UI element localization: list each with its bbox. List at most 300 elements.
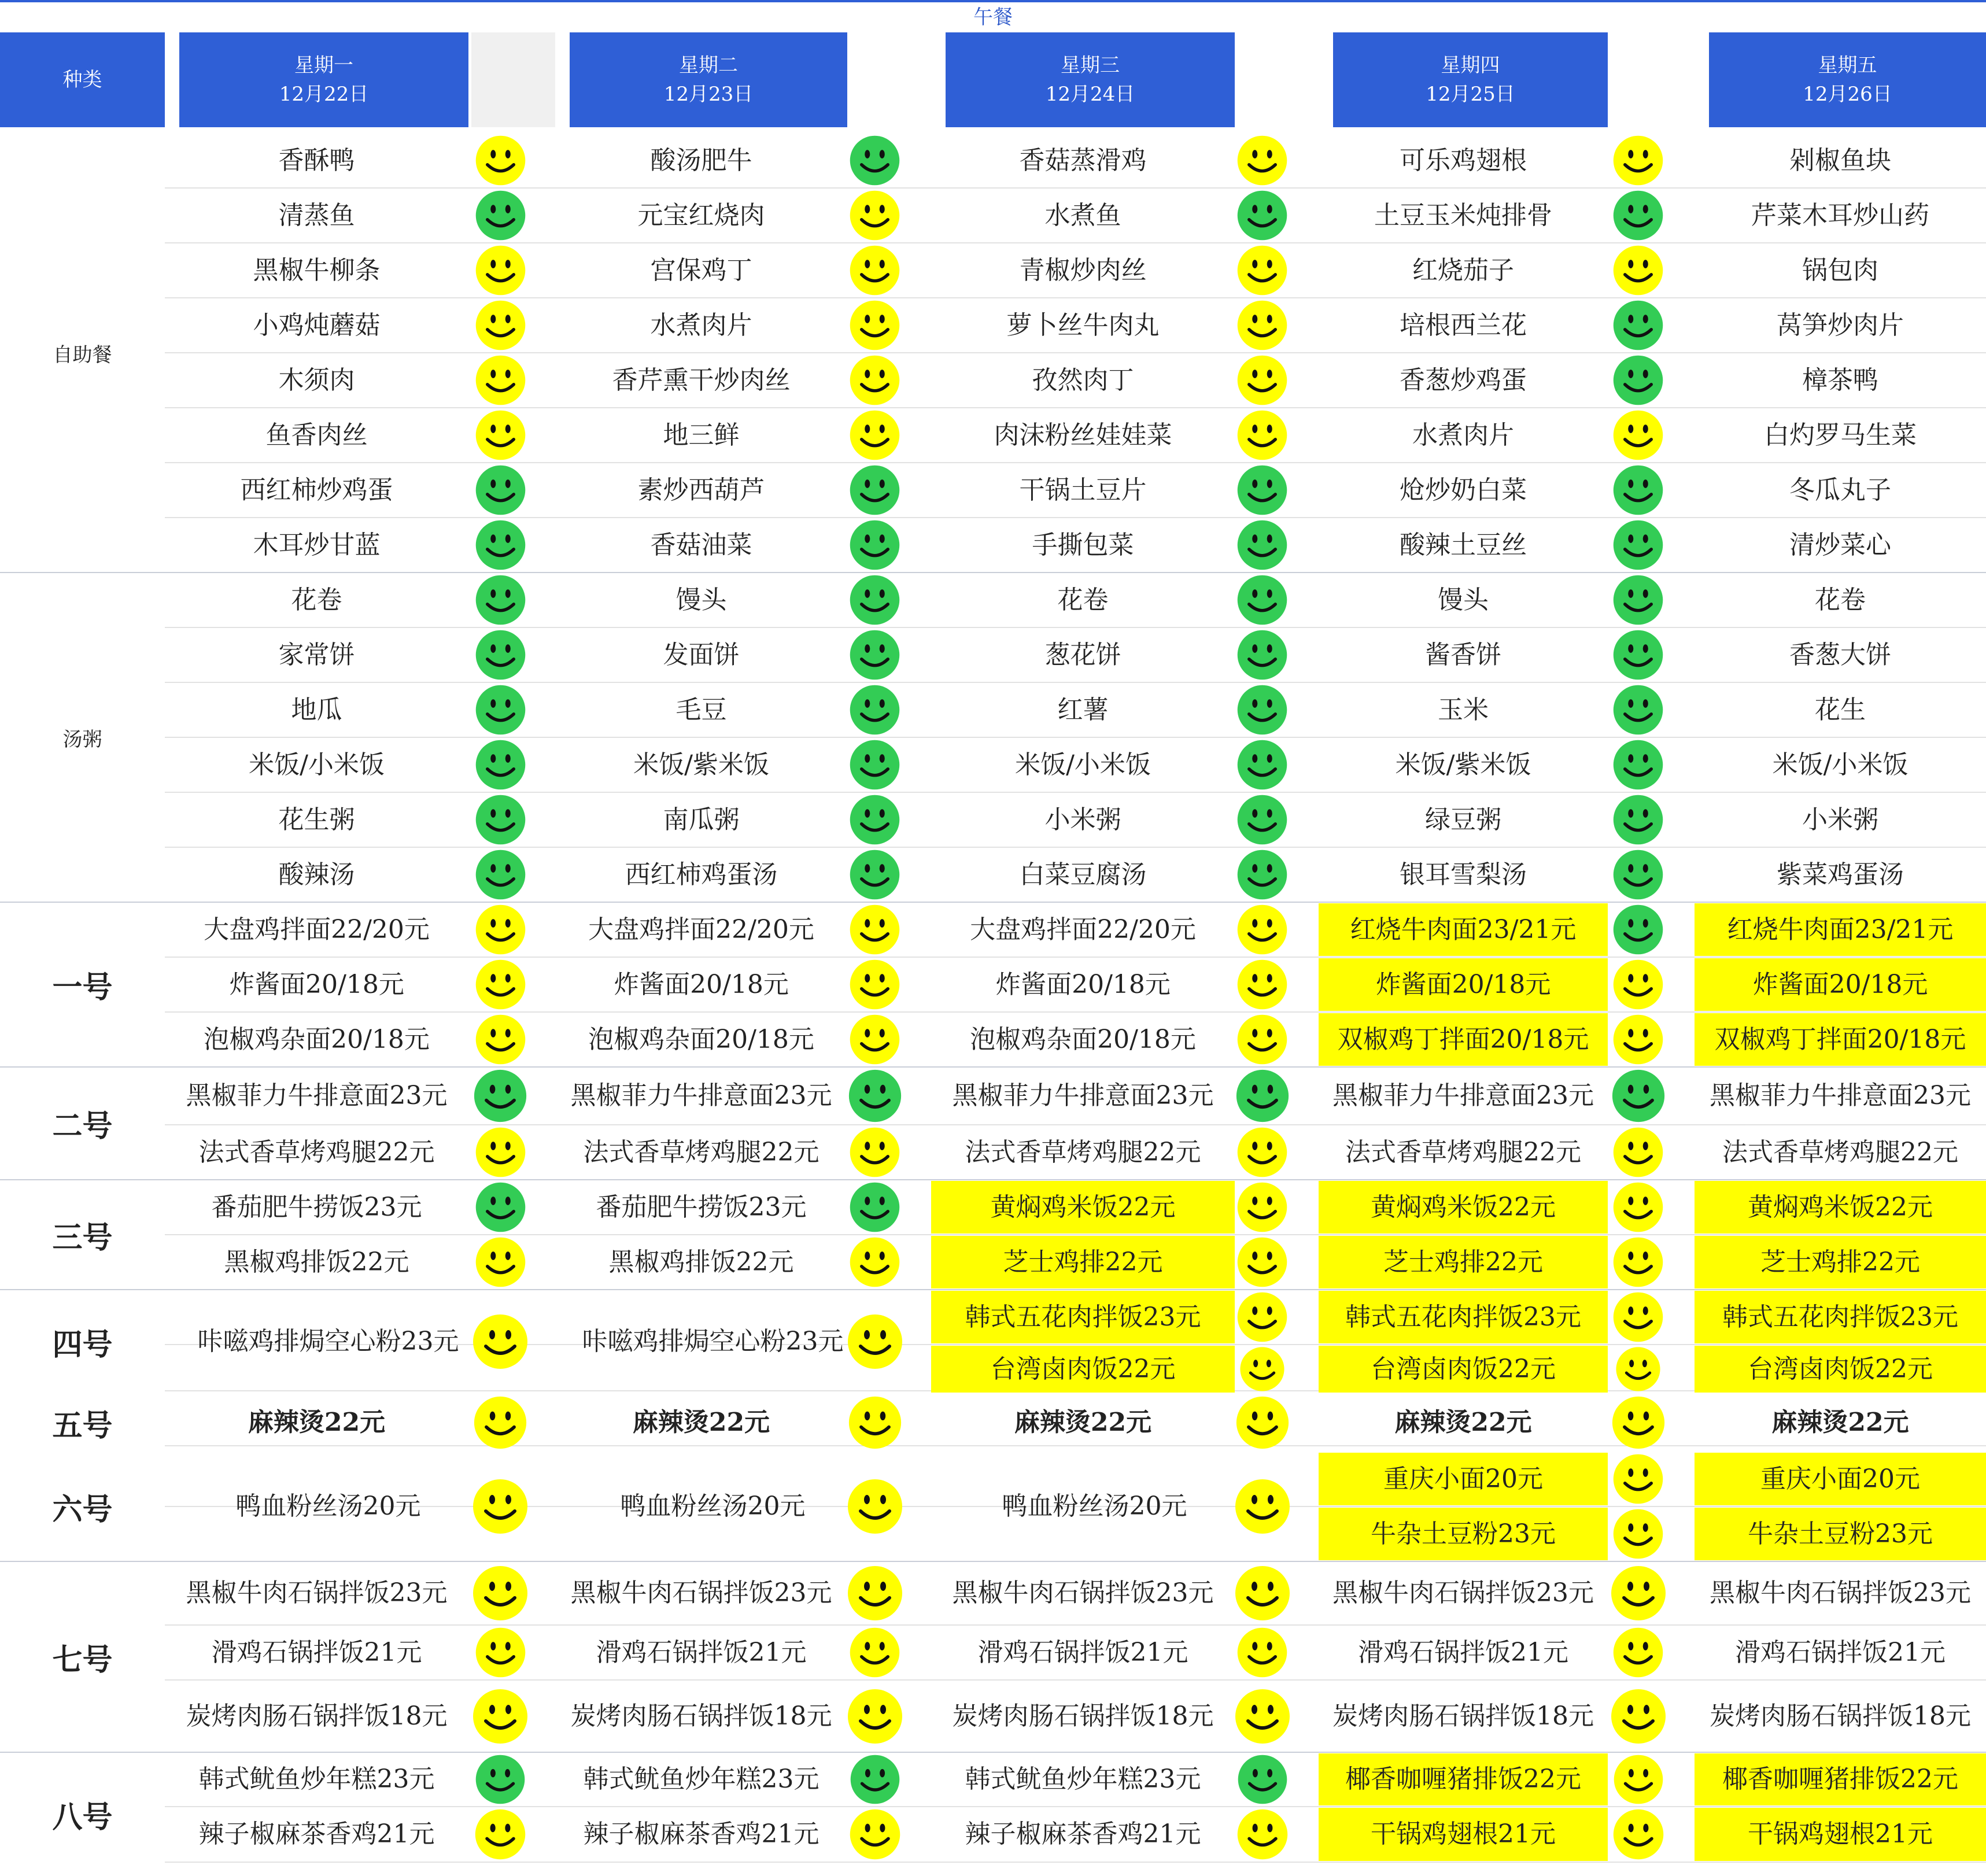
smiley-shape (848, 1626, 901, 1679)
smiley-shape (1252, 1495, 1257, 1504)
smiley-shape (1614, 466, 1663, 515)
smiley-shape (1612, 409, 1664, 461)
yellow-smiley-icon (1236, 409, 1289, 461)
dish-cell: 番茄肥牛捞饭23元 (596, 1192, 807, 1222)
smiley-shape (1234, 1687, 1291, 1745)
day-date: 12月22日 (279, 83, 369, 106)
green-smiley-icon (848, 519, 901, 571)
smiley-shape (1614, 520, 1663, 570)
smiley-shape (490, 150, 496, 158)
smiley-shape (880, 754, 885, 763)
smiley-shape (880, 1582, 886, 1591)
dish-cell: 香菇蒸滑鸡 (1019, 145, 1147, 175)
green-smiley-icon (1612, 464, 1664, 516)
smiley-shape (1614, 685, 1663, 735)
smiley-shape (1252, 150, 1257, 158)
category-label: 自助餐 (53, 343, 112, 367)
day-name: 星期五 (1818, 54, 1877, 77)
smiley-shape (864, 1412, 870, 1420)
dish-cell: 素炒西葫芦 (637, 475, 765, 505)
green-smiley-icon (848, 464, 901, 516)
smiley-shape (1643, 754, 1648, 763)
dish-cell: 肉沫粉丝娃娃菜 (994, 420, 1172, 450)
smiley-shape (1611, 1566, 1666, 1620)
yellow-smiley-icon (848, 1126, 901, 1179)
smiley-shape (1267, 370, 1272, 378)
smiley-shape (1627, 1085, 1633, 1094)
dish-cell: 水煮肉片 (650, 310, 752, 340)
dish-cell: 黑椒鸡排饭22元 (224, 1247, 409, 1277)
smiley-shape (848, 1013, 901, 1066)
smiley-shape (490, 1142, 496, 1150)
dish-cell: 木须肉 (278, 365, 355, 395)
green-smiley-icon (849, 1753, 901, 1805)
day-header (570, 32, 847, 127)
smiley-shape (848, 684, 901, 736)
smiley-shape (1238, 1755, 1287, 1804)
smiley-shape (880, 370, 885, 378)
dish-cell: 红烧牛肉面23/21元 (1695, 903, 1986, 956)
day-name: 星期一 (294, 54, 353, 77)
smiley-shape (474, 464, 527, 516)
dish-cell: 米饭/小米饭 (1772, 749, 1909, 780)
smiley-shape (1643, 205, 1648, 213)
smiley-shape (1268, 1705, 1273, 1714)
smiley-shape (474, 299, 527, 352)
green-smiley-icon (1612, 629, 1664, 681)
smiley-shape (1267, 205, 1272, 213)
smiley-shape (1643, 864, 1648, 873)
smiley-shape (1628, 1523, 1633, 1532)
dish-cell: 麻辣烫22元 (1394, 1408, 1532, 1437)
category-label: 五号 (52, 1408, 113, 1443)
dish-cell: 小米粥 (1044, 804, 1121, 834)
green-smiley-icon (474, 848, 527, 901)
dish-cell: 土豆玉米炖排骨 (1374, 200, 1552, 230)
dish-cell: 米饭/紫米饭 (633, 749, 769, 780)
smiley-shape (1252, 1769, 1257, 1777)
dish-cell: 黑椒菲力牛排意面23元 (1710, 1081, 1971, 1110)
smiley-shape (475, 685, 525, 735)
smiley-shape (880, 534, 885, 543)
dish-cell: 炭烤肉肠石锅拌饭18元 (1332, 1701, 1594, 1731)
smiley-shape (1236, 574, 1289, 626)
smiley-shape (471, 1687, 529, 1745)
category-label: 三号 (52, 1220, 113, 1255)
smiley-shape (880, 260, 885, 268)
smiley-shape (474, 1626, 527, 1679)
smiley-shape (1614, 136, 1663, 186)
smiley-shape (1236, 1070, 1288, 1122)
smiley-shape (1236, 1753, 1289, 1805)
smiley-shape (1642, 1360, 1647, 1367)
smiley-shape (475, 356, 525, 405)
smiley-shape (847, 1068, 903, 1124)
smiley-shape (848, 793, 901, 846)
smiley-shape (850, 575, 900, 625)
dish-cell: 西红柿鸡蛋汤 (625, 859, 778, 889)
smiley-shape (849, 1753, 901, 1805)
smiley-shape (1643, 1142, 1648, 1150)
green-smiley-icon (474, 684, 527, 736)
smiley-shape (865, 589, 870, 598)
smiley-shape (1252, 1196, 1257, 1205)
smiley-shape (1612, 574, 1664, 626)
smiley-shape (850, 1628, 900, 1678)
dish-cell: 炸酱面20/18元 (614, 969, 789, 999)
smiley-shape (1643, 1196, 1648, 1205)
smiley-shape (474, 189, 527, 242)
smiley-shape (1643, 1523, 1648, 1532)
smiley-shape (505, 754, 510, 763)
smiley-shape (1628, 589, 1633, 598)
dish-cell: 红薯 (1057, 695, 1109, 725)
smiley-shape (1267, 1251, 1272, 1260)
smiley-shape (1252, 1582, 1257, 1591)
row-divider (165, 187, 1986, 189)
dish-cell: 炸酱面20/18元 (995, 969, 1171, 999)
green-smiley-icon (1236, 793, 1289, 846)
yellow-smiley-icon (1612, 958, 1664, 1011)
smiley-shape (474, 574, 527, 626)
dish-cell: 冬瓜丸子 (1789, 475, 1891, 505)
smiley-shape (1267, 1824, 1272, 1833)
smiley-shape (1236, 1808, 1289, 1861)
category-label: 一号 (52, 970, 113, 1005)
smiley-shape (1628, 1306, 1633, 1315)
smiley-shape (865, 315, 870, 323)
smiley-shape (880, 1495, 886, 1504)
dish-cell: 韩式五花肉拌饭23元 (1695, 1291, 1986, 1343)
smiley-shape (850, 411, 900, 460)
category-label: 汤粥 (62, 727, 102, 751)
yellow-smiley-icon (1610, 1687, 1667, 1745)
smiley-shape (1267, 1642, 1272, 1650)
smiley-shape (1614, 1509, 1663, 1559)
category-label: 七号 (52, 1642, 113, 1678)
smiley-shape (505, 1769, 510, 1777)
smiley-shape (850, 630, 900, 680)
dish-cell: 地三鲜 (663, 420, 740, 450)
smiley-shape (1236, 134, 1289, 187)
smiley-shape (1628, 370, 1633, 378)
dish-cell: 香菇油菜 (650, 530, 752, 560)
smiley-shape (1628, 1251, 1633, 1260)
smiley-shape (850, 136, 900, 186)
dish-cell: 米饭/小米饭 (1015, 749, 1151, 780)
dish-cell: 可乐鸡翅根 (1400, 145, 1527, 175)
day-header (946, 32, 1235, 127)
smiley-shape (1627, 1705, 1633, 1714)
row-divider (0, 1179, 1986, 1180)
smiley-shape (1267, 1029, 1272, 1037)
yellow-smiley-icon (1236, 1236, 1289, 1288)
smiley-shape (474, 519, 527, 571)
smiley-shape (1612, 1508, 1664, 1560)
green-smiley-icon (474, 738, 527, 791)
smiley-shape (848, 738, 901, 791)
smiley-shape (865, 424, 870, 433)
smiley-shape (1252, 1824, 1257, 1833)
meal-title: 午餐 (973, 6, 1013, 29)
smiley-shape (490, 479, 496, 488)
green-smiley-icon (1236, 738, 1289, 791)
smiley-shape (1628, 1196, 1633, 1205)
smiley-shape (490, 1251, 496, 1260)
yellow-smiley-icon (1234, 1564, 1291, 1622)
dish-cell: 芝士鸡排22元 (1319, 1236, 1608, 1288)
yellow-smiley-icon (846, 1687, 904, 1745)
dish-cell: 韩式五花肉拌饭23元 (1319, 1291, 1608, 1343)
yellow-smiley-icon (474, 1626, 527, 1679)
green-smiley-icon (1612, 189, 1664, 242)
dish-cell: 韩式鱿鱼炒年糕23元 (198, 1764, 435, 1794)
green-smiley-icon (474, 1181, 527, 1234)
smiley-shape (1252, 1142, 1257, 1150)
row-divider (0, 572, 1986, 573)
smiley-shape (490, 1642, 496, 1650)
green-smiley-icon (1235, 1068, 1290, 1124)
yellow-smiley-icon (847, 1395, 903, 1450)
smiley-shape (1252, 589, 1257, 598)
smiley-shape (1236, 519, 1289, 571)
dish-cell: 手撕包菜 (1032, 530, 1134, 560)
smiley-shape (1614, 1015, 1663, 1065)
dish-cell: 酸辣土豆丝 (1400, 530, 1527, 560)
day-date: 12月24日 (1045, 83, 1135, 106)
dish-cell: 炸酱面20/18元 (1319, 958, 1608, 1011)
green-smiley-icon (1236, 464, 1289, 516)
smiley-shape (490, 260, 496, 268)
smiley-shape (474, 629, 527, 681)
smiley-shape (1252, 754, 1257, 763)
green-smiley-icon (848, 793, 901, 846)
smiley-shape (865, 534, 870, 543)
dish-cell: 炭烤肉肠石锅拌饭18元 (952, 1701, 1214, 1731)
row-divider (0, 1289, 1986, 1290)
smiley-shape (880, 315, 885, 323)
smiley-shape (865, 150, 870, 158)
row-divider (165, 297, 1986, 298)
smiley-shape (1614, 301, 1663, 350)
smiley-shape (880, 809, 885, 818)
smiley-shape (865, 809, 870, 818)
dish-cell: 辣子椒麻茶香鸡21元 (583, 1819, 819, 1849)
smiley-shape (1252, 809, 1257, 818)
dish-cell: 干锅土豆片 (1019, 475, 1147, 505)
green-smiley-icon (1612, 848, 1664, 901)
smiley-shape (505, 315, 510, 323)
yellow-smiley-icon (848, 189, 901, 242)
dish-cell: 萝卜丝牛肉丸 (1006, 310, 1160, 340)
dish-cell: 红烧茄子 (1412, 255, 1514, 285)
dish-cell: 香葱炒鸡蛋 (1400, 365, 1527, 395)
dish-cell: 黑椒牛肉石锅拌饭23元 (570, 1578, 832, 1608)
smiley-shape (1252, 260, 1257, 268)
yellow-smiley-icon (474, 354, 527, 407)
smiley-shape (1252, 644, 1257, 653)
category-label: 二号 (52, 1109, 113, 1144)
smiley-shape (505, 260, 510, 268)
smiley-shape (848, 519, 901, 571)
smiley-shape (865, 479, 870, 488)
smiley-shape (1236, 848, 1289, 901)
smiley-shape (880, 1196, 885, 1205)
smiley-shape (1238, 1238, 1287, 1287)
yellow-smiley-icon (848, 1013, 901, 1066)
smiley-shape (1238, 905, 1287, 955)
day-header (179, 32, 468, 127)
smiley-shape (1268, 1495, 1273, 1504)
smiley-shape (864, 1495, 870, 1504)
smiley-shape (505, 644, 510, 653)
smiley-shape (475, 301, 525, 350)
smiley-shape (490, 1196, 496, 1205)
dish-cell: 干锅鸡翅根21元 (1695, 1808, 1986, 1861)
green-smiley-icon (474, 793, 527, 846)
smiley-shape (848, 1397, 900, 1449)
yellow-smiley-icon (474, 1013, 527, 1066)
dish-cell: 清炒菜心 (1789, 530, 1891, 560)
smiley-shape (846, 1313, 904, 1371)
row-divider (165, 352, 1986, 353)
day-name: 星期二 (679, 54, 738, 77)
green-smiley-icon (474, 629, 527, 681)
dish-cell: 椰香咖喱猪排饭22元 (1695, 1753, 1986, 1805)
dish-cell: 台湾卤肉饭22元 (931, 1346, 1235, 1393)
smiley-shape (1234, 1564, 1291, 1622)
yellow-smiley-icon (1612, 134, 1664, 187)
smiley-shape (475, 1238, 525, 1287)
smiley-shape (475, 905, 525, 955)
dish-cell: 芹菜木耳炒山药 (1751, 200, 1929, 230)
smiley-shape (474, 738, 527, 791)
smiley-shape (1267, 1412, 1273, 1420)
yellow-smiley-icon (1612, 1753, 1664, 1805)
day-date: 12月23日 (663, 83, 754, 106)
smiley-shape (880, 699, 885, 708)
smiley-shape (880, 1142, 885, 1150)
smiley-shape (475, 795, 525, 845)
smiley-shape (1252, 370, 1257, 378)
smiley-shape (865, 1251, 870, 1260)
smiley-shape (1614, 1238, 1663, 1287)
row-divider (165, 957, 1986, 958)
smiley-shape (1267, 974, 1272, 983)
smiley-shape (474, 848, 527, 901)
smiley-shape (475, 630, 525, 680)
smiley-shape (1614, 1128, 1663, 1177)
smiley-shape (505, 809, 510, 818)
yellow-smiley-icon (1234, 1478, 1291, 1535)
smiley-shape (848, 848, 901, 901)
smiley-shape (865, 864, 870, 873)
smiley-shape (1628, 1824, 1633, 1833)
smiley-shape (505, 1251, 510, 1260)
yellow-smiley-icon (1612, 1626, 1664, 1679)
smiley-shape (850, 1128, 900, 1177)
smiley-shape (1614, 1183, 1663, 1232)
dish-cell: 重庆小面20元 (1695, 1453, 1986, 1505)
smiley-shape (505, 1824, 510, 1833)
smiley-shape (1629, 1360, 1634, 1367)
smiley-shape (848, 1070, 900, 1122)
row-divider (165, 242, 1986, 243)
smiley-shape (850, 850, 900, 900)
smiley-shape (1614, 795, 1663, 845)
smiley-shape (1614, 246, 1663, 296)
smiley-shape (1267, 589, 1272, 598)
yellow-smiley-icon (472, 1395, 528, 1450)
dish-cell: 滑鸡石锅拌饭21元 (1735, 1637, 1946, 1667)
smiley-shape (505, 205, 510, 213)
dish-cell: 酸汤肥牛 (650, 145, 752, 175)
green-smiley-icon (474, 519, 527, 571)
smiley-shape (1252, 974, 1257, 983)
smiley-shape (848, 1181, 901, 1234)
smiley-shape (1238, 301, 1287, 350)
smiley-shape (850, 191, 900, 241)
smiley-shape (1238, 1292, 1287, 1342)
dish-cell: 南瓜粥 (663, 804, 740, 834)
smiley-shape (489, 1495, 495, 1504)
dish-cell: 莴笋炒肉片 (1777, 310, 1904, 340)
smiley-shape (880, 1705, 886, 1714)
smiley-shape (474, 1753, 526, 1805)
smiley-shape (850, 905, 900, 955)
smiley-shape (880, 1085, 885, 1094)
row-divider (165, 1806, 1986, 1807)
dish-cell: 滑鸡石锅拌饭21元 (211, 1637, 422, 1667)
smiley-shape (475, 1628, 525, 1678)
category-label: 四号 (52, 1327, 113, 1362)
smiley-shape (880, 1412, 885, 1420)
smiley-shape (1612, 903, 1664, 956)
smiley-shape (880, 864, 885, 873)
smiley-shape (1643, 1251, 1648, 1260)
smiley-shape (864, 1582, 870, 1591)
smiley-shape (505, 1029, 510, 1037)
dish-cell: 法式香草烤鸡腿22元 (965, 1137, 1201, 1167)
smiley-shape (1644, 1705, 1649, 1714)
smiley-shape (474, 1236, 527, 1288)
smiley-shape (475, 1015, 525, 1065)
smiley-shape (1614, 191, 1663, 241)
yellow-smiley-icon (1236, 1808, 1289, 1861)
smiley-shape (505, 1330, 511, 1339)
day-date: 12月25日 (1426, 83, 1515, 106)
smiley-shape (474, 1126, 527, 1179)
green-smiley-icon (848, 629, 901, 681)
smiley-shape (1238, 136, 1287, 186)
row-divider (165, 1679, 1986, 1681)
row-divider (165, 1234, 1986, 1235)
smiley-shape (505, 589, 510, 598)
smiley-shape (1267, 1306, 1272, 1315)
smiley-shape (865, 1142, 870, 1150)
yellow-smiley-icon (1239, 1346, 1286, 1393)
yellow-smiley-icon (471, 1687, 529, 1745)
yellow-smiley-icon (471, 1564, 529, 1622)
smiley-shape (1612, 1453, 1664, 1505)
dish-cell: 辣子椒麻茶香鸡21元 (198, 1819, 435, 1849)
smiley-shape (1252, 315, 1257, 323)
smiley-shape (1612, 738, 1664, 791)
smiley-shape (1611, 1068, 1666, 1124)
yellow-smiley-icon (848, 903, 901, 956)
yellow-smiley-icon (474, 299, 527, 352)
dish-cell: 香葱大饼 (1789, 640, 1891, 670)
